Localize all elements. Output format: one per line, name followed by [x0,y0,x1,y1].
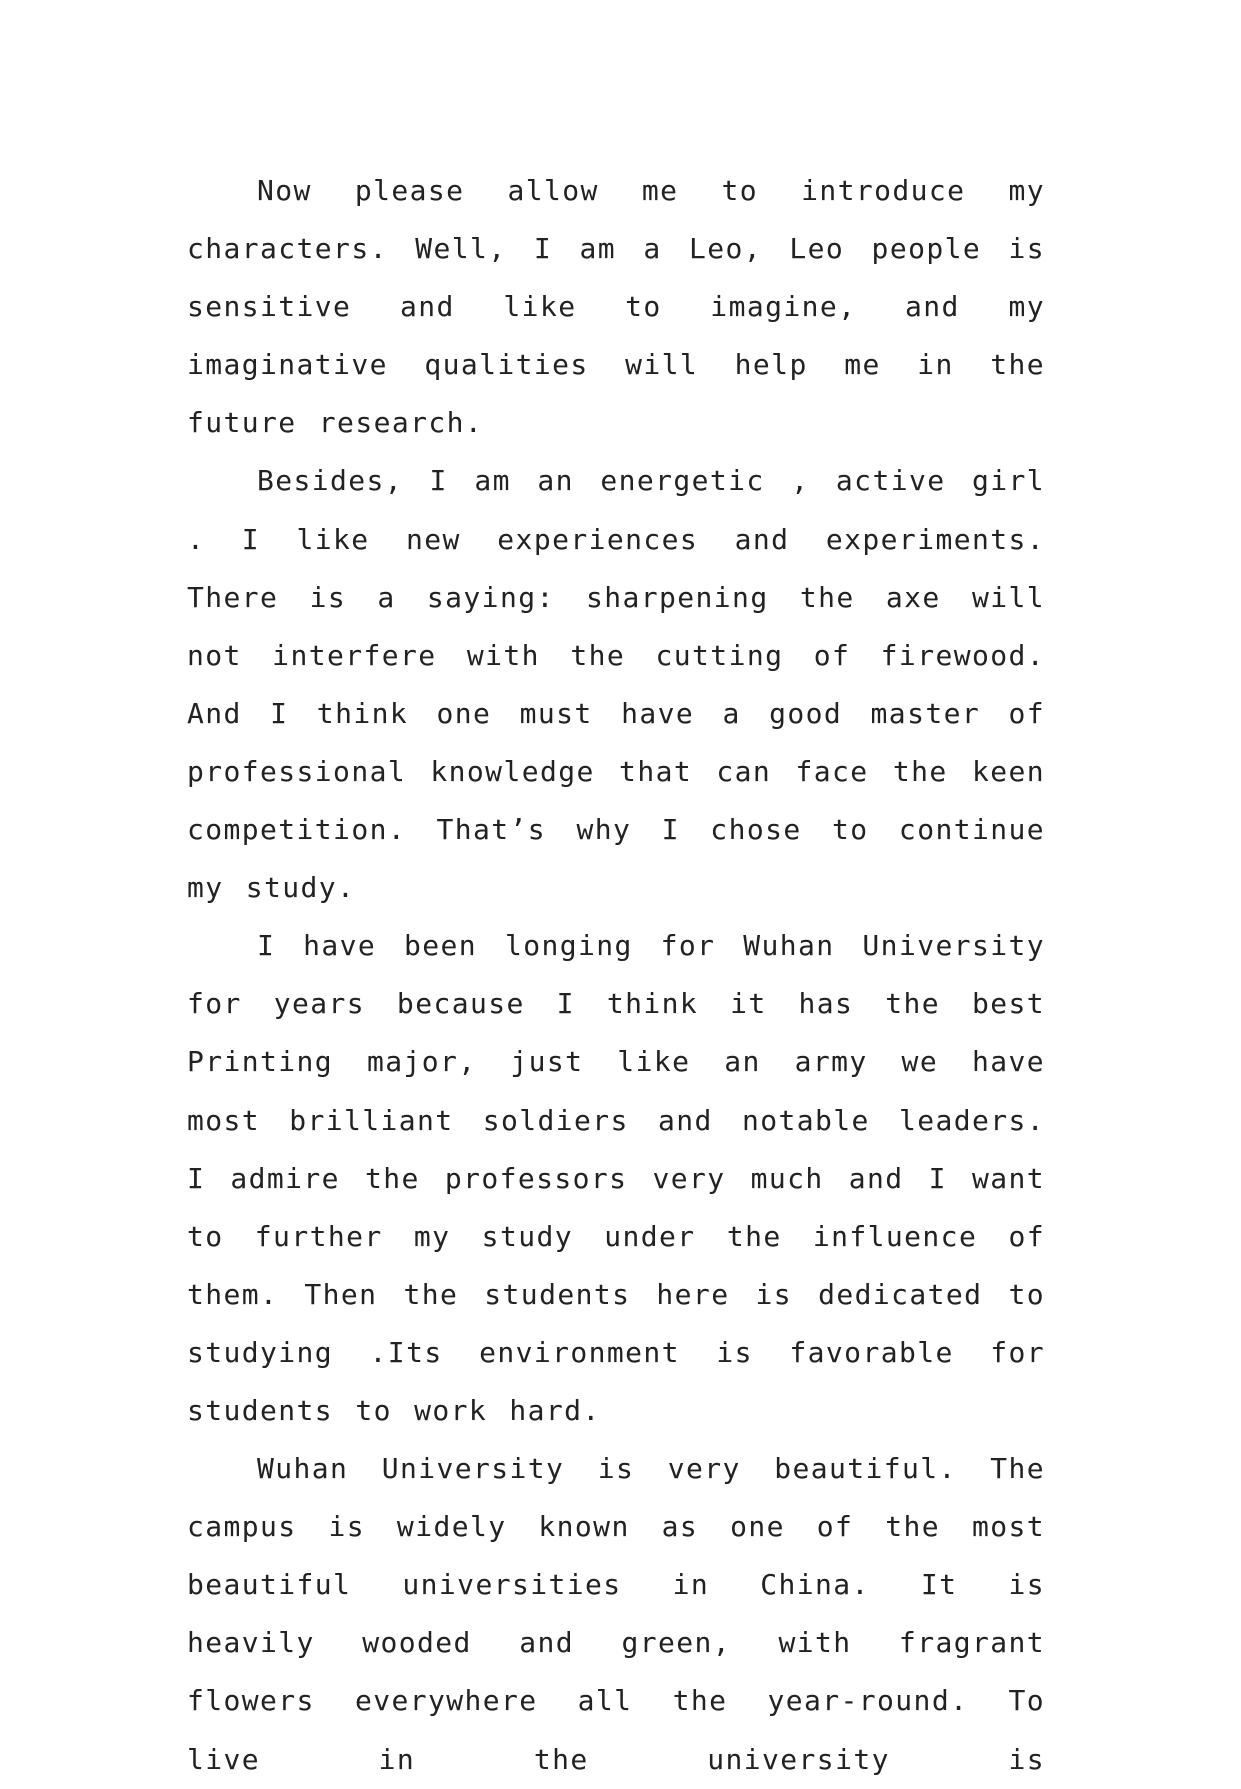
paragraph-campus-beauty: Wuhan University is very beautiful. The campus is widely known as one of the most beautiful universities in China. It is heavily wooded and green, with fragrant flowers everywhere all the year-round. To live in the university is [187,1452,1045,1776]
body-text [187,162,1045,1789]
paragraph-energetic-girl: Besides, I am an energetic , active girl . I like new experiences and experiments. There is a saying: sharpening the axe will not interfere with the cutting of firewood. And I think one must have a good master of professional knowledge that can face the keen competition. That’s why I chose to continue my study. [187,464,1045,905]
paragraph-wuhan-university-longing: I have been longing for Wuhan University for years because I think it has the best Printing major, just like an army we have most brilliant soldiers and notable leaders. I admire the professors very much and I want to further my study under the influence of them. Then the students here is dedicated to studying .Its environment is favorable for students to work hard. [187,929,1045,1427]
paragraph-characters-intro: Now please allow me to introduce my characters. Well, I am a Leo, Leo people is sensitive and like to imagine, and my imaginative qualities will help me in the future research. [187,174,1045,440]
